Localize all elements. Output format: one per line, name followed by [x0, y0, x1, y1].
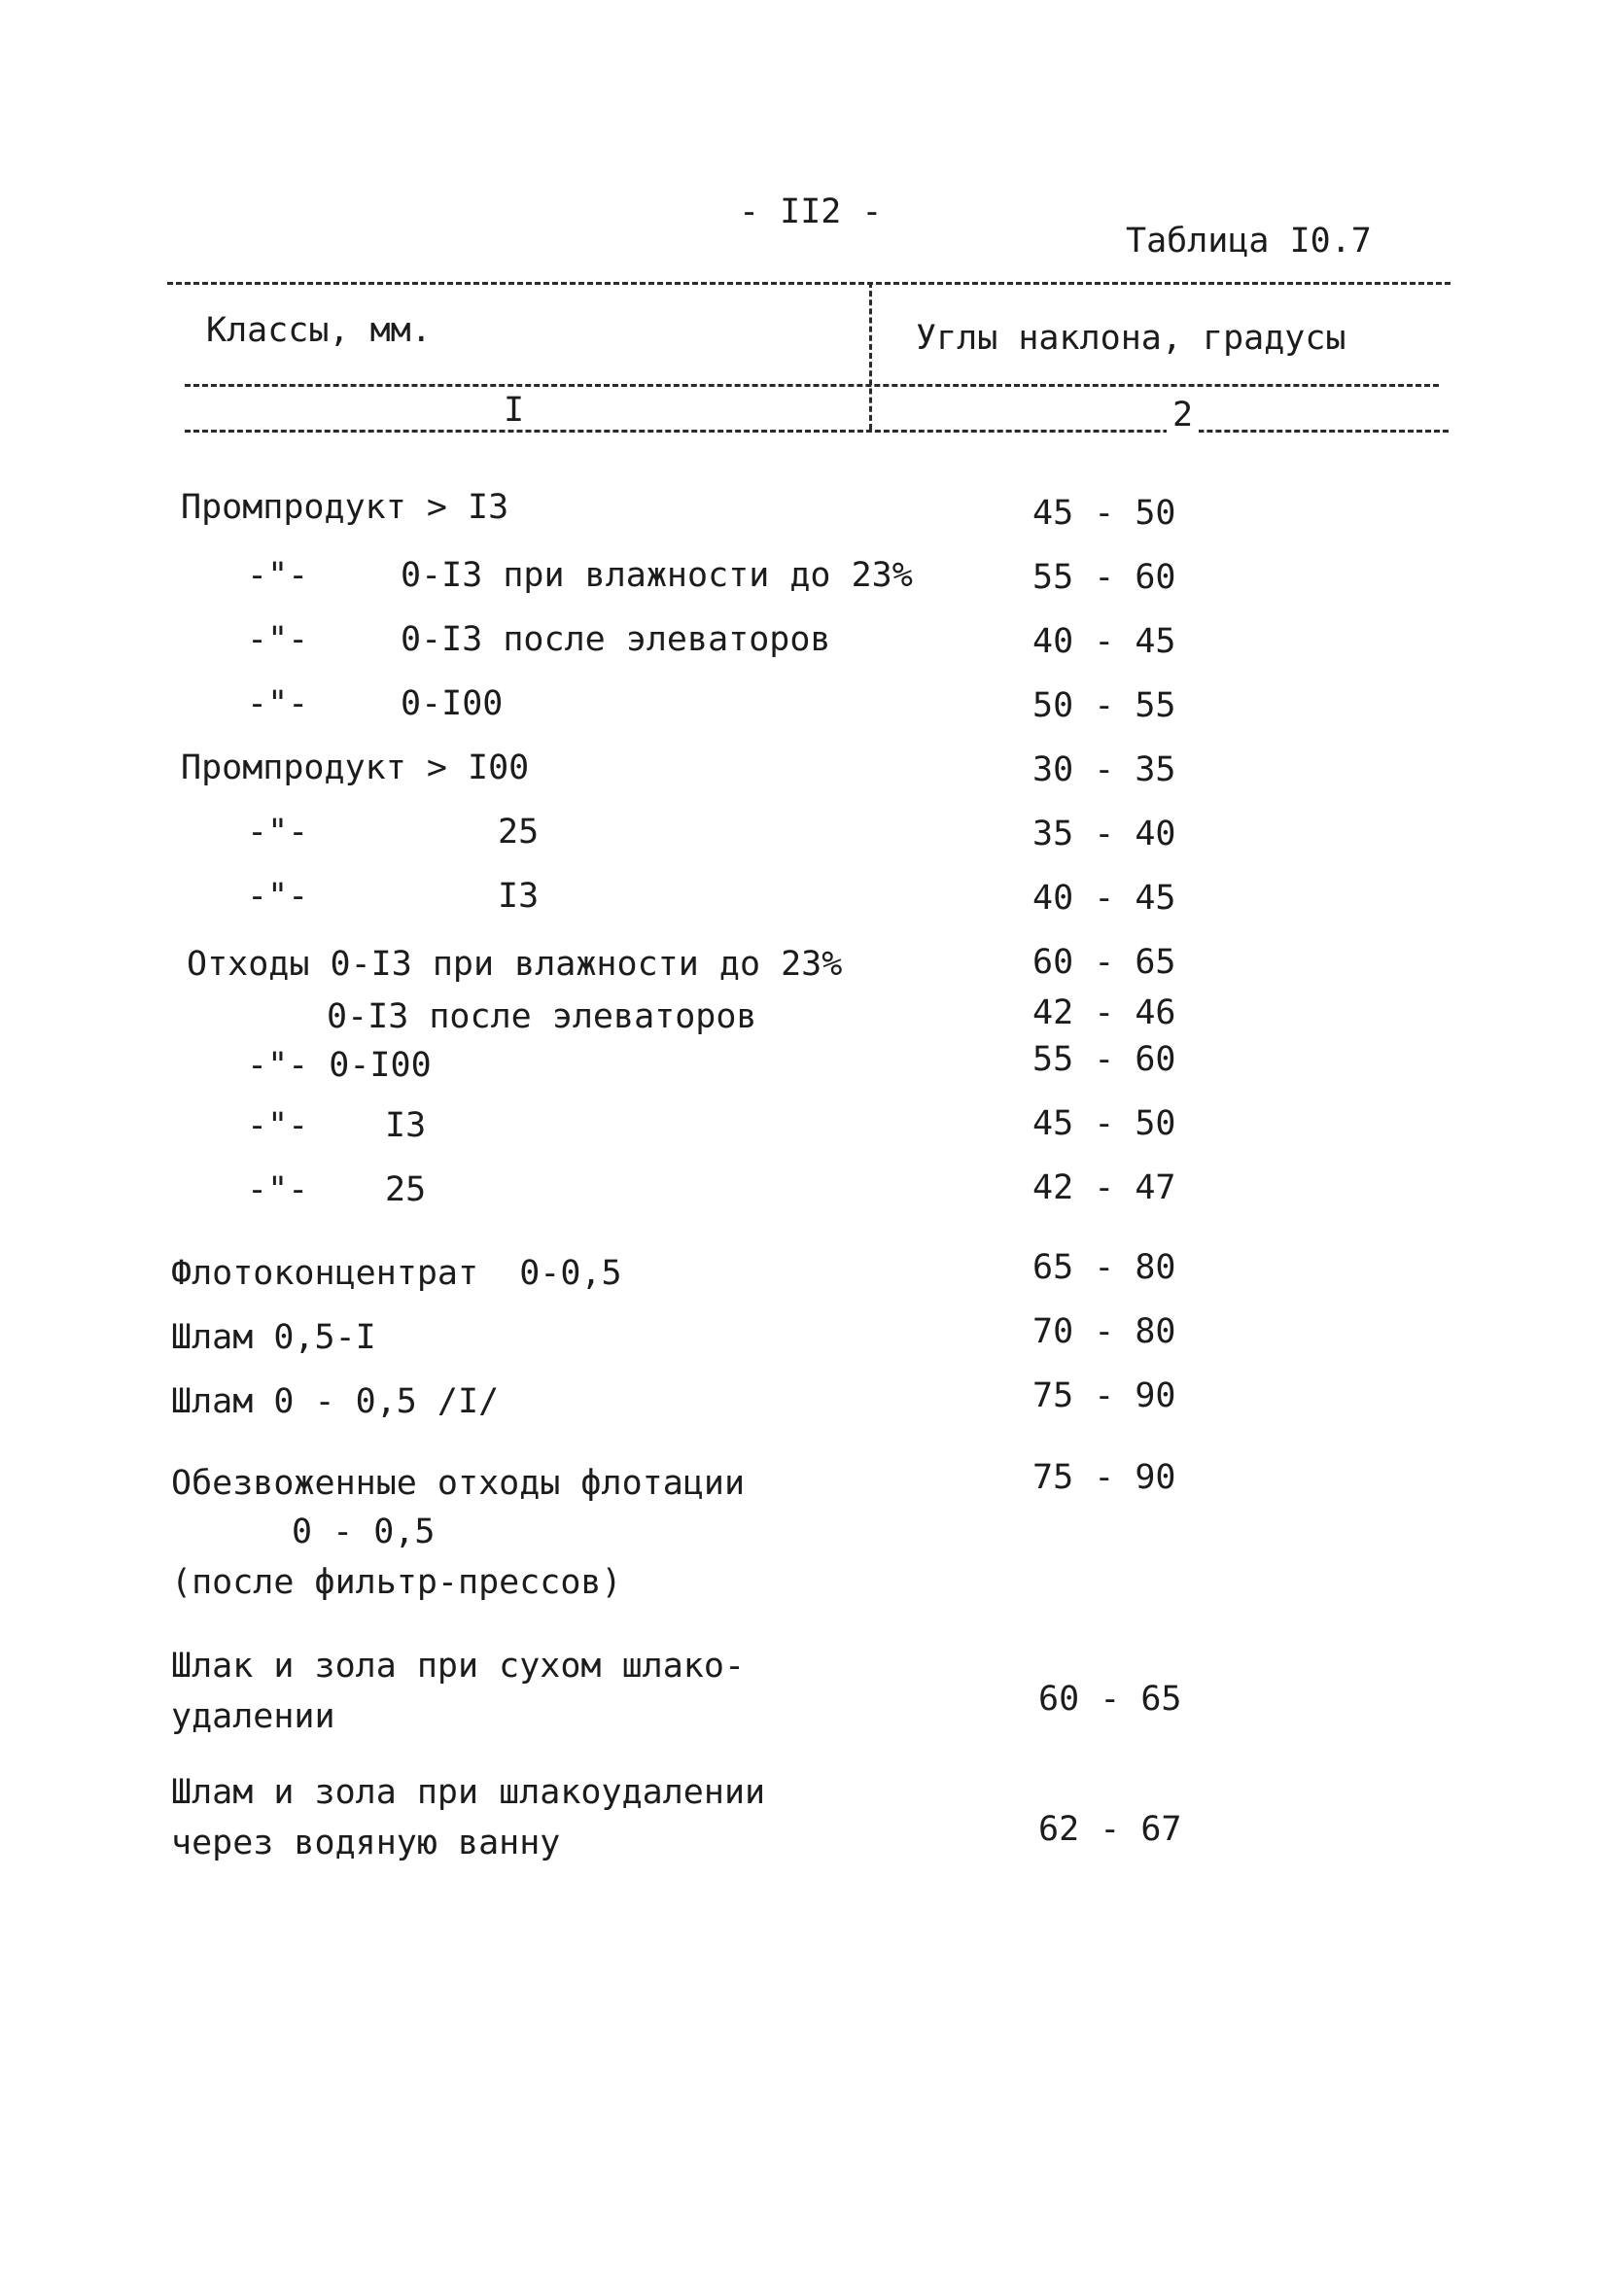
row-4-angle: 50 - 55 — [1032, 686, 1176, 725]
row-2-ditto: -"- — [247, 556, 309, 595]
column-divider — [869, 282, 872, 430]
row-15-class: Шлам 0 - 0,5 /I/ — [171, 1382, 500, 1421]
column-header-classes: Классы, мм. — [206, 311, 432, 350]
header-bottom-rule — [185, 430, 1449, 433]
row-8-class: Отходы 0-I3 при влажности до 23% — [187, 945, 843, 984]
row-16-angle: 75 - 90 — [1032, 1458, 1176, 1497]
row-11-ditto: -"- — [247, 1106, 309, 1145]
row-17-class-line2: удалении — [171, 1697, 335, 1736]
page-number: - II2 - — [739, 192, 883, 231]
row-10-class: -"- 0-I00 — [247, 1046, 432, 1085]
row-18-class-line2: через водяную ванну — [171, 1824, 561, 1862]
row-12-ditto: -"- — [247, 1170, 309, 1209]
row-2-class: 0-I3 при влажности до 23% — [401, 556, 913, 595]
row-6-class: 25 — [498, 813, 540, 852]
row-16-class-line3: (после фильтр-прессов) — [171, 1563, 622, 1602]
row-4-class: 0-I00 — [401, 684, 504, 723]
table-title: Таблица I0.7 — [1126, 222, 1372, 261]
row-17-angle: 60 - 65 — [1038, 1680, 1182, 1719]
row-16-class: Обезвоженные отходы флотации — [171, 1464, 746, 1503]
row-6-angle: 35 - 40 — [1032, 815, 1176, 853]
row-3-ditto: -"- — [247, 620, 309, 659]
row-11-class: I3 — [385, 1106, 427, 1145]
row-7-ditto: -"- — [247, 877, 309, 916]
row-14-angle: 70 - 80 — [1032, 1312, 1176, 1351]
row-16-class-line2: 0 - 0,5 — [292, 1513, 436, 1551]
column-number-2: 2 — [1167, 396, 1199, 435]
row-13-angle: 65 - 80 — [1032, 1248, 1176, 1287]
row-4-ditto: -"- — [247, 684, 309, 723]
row-9-angle: 42 - 46 — [1032, 993, 1176, 1032]
row-1-class: Промпродукт > I3 — [181, 488, 509, 527]
row-17-class: Шлак и зола при сухом шлако- — [171, 1647, 746, 1686]
row-2-angle: 55 - 60 — [1032, 558, 1176, 597]
row-11-angle: 45 - 50 — [1032, 1104, 1176, 1143]
row-3-class: 0-I3 после элеваторов — [401, 620, 831, 659]
row-1-angle: 45 - 50 — [1032, 494, 1176, 533]
row-12-class: 25 — [385, 1170, 427, 1209]
row-12-angle: 42 - 47 — [1032, 1168, 1176, 1207]
row-7-class: I3 — [498, 877, 540, 916]
row-13-class: Флотоконцентрат 0-0,5 — [171, 1254, 622, 1293]
row-18-angle: 62 - 67 — [1038, 1810, 1182, 1849]
row-15-angle: 75 - 90 — [1032, 1376, 1176, 1415]
row-14-class: Шлам 0,5-I — [171, 1318, 376, 1357]
column-header-angles: Углы наклона, градусы — [916, 319, 1346, 358]
row-3-angle: 40 - 45 — [1032, 622, 1176, 661]
row-6-ditto: -"- — [247, 813, 309, 852]
row-8-angle: 60 - 65 — [1032, 943, 1176, 982]
row-5-angle: 30 - 35 — [1032, 750, 1176, 789]
column-number-1: I — [498, 391, 530, 430]
row-7-angle: 40 - 45 — [1032, 879, 1176, 918]
header-mid-rule — [185, 384, 1439, 387]
row-5-class: Промпродукт > I00 — [181, 748, 530, 787]
table-top-rule — [167, 282, 1451, 285]
row-18-class: Шлам и зола при шлакоудалении — [171, 1773, 766, 1812]
row-9-class: 0-I3 после элеваторов — [327, 997, 757, 1036]
row-10-angle: 55 - 60 — [1032, 1040, 1176, 1079]
